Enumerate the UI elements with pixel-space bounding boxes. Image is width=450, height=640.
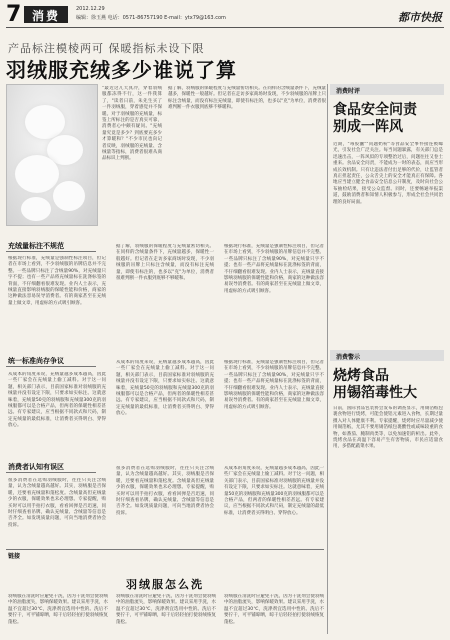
- page-number: 7: [6, 2, 22, 27]
- subhead-1: 充绒量标注不规范: [8, 242, 64, 250]
- subhead-rule: [6, 472, 96, 473]
- right-headline-1: 食品安全问责 别成一阵风: [333, 102, 417, 135]
- subhead-rule: [6, 366, 96, 367]
- link-col-3: 羽绒服在清洗时应避免干洗，因为干洗剂会使羽绒中的油脂流失，影响保暖效果。建议采用手洗，水温不宜超过30℃，洗涤剂宜选用中性的。洗后不要拧干，可平铺晾晒，晾干后轻轻拍打使羽绒恢复蓬松。: [224, 594, 324, 625]
- section-2-col-3: 根据现行标准，充绒量是强制性标注项目，但记者在市场上看到，不少羽绒服的吊牌信息并不完整。一些品牌只标注了含绒量90%，对充绒量只字不提；也有一些产品将充绒量标在洗涤标签的背面，不仔细翻看很难发现。业内人士表示，充绒量直接影响羽绒服的保暖性能和价格，商家的这种做法容易误导消费者。有的商家甚至在充绒量上做文章，用虚标的方式吸引顾客。: [224, 360, 324, 410]
- page-header: [6, 4, 444, 26]
- section-2-col-2: 从成本的角度来说，充绒量越多成本越高，因此一些厂家会在充绒量上偷工减料。对于这一问题，相关部门表示，目前国家标准对羽绒服的充绒量并没有设定下限，只要求如实标注。这就意味着，充绒量50克的羽绒服和充绒量300克的羽绒服都可以是合格产品，但两者的保暖性相差甚远。有专家建议，应当根据不同款式和尺码，制定充绒量的最低标准，让消费者买得明白、穿得放心。: [116, 360, 214, 417]
- down-feather-photo: [6, 84, 98, 226]
- section-3-col-2: 很多消费者在选购羽绒服时，往往只关注含绒量，认为含绒量越高越好。其实，羽绒服是否保暖，还要看充绒量和蓬松度。含绒量高但充绒量少的衣服，保暖效果也未必理想。专家提醒，购买时可以用手拍打衣服，看看回弹是否迅速，同时仔细查看吊牌，确认充绒量、含绒量等信息是否齐全。如发现质量问题，可向当地消费者协会投诉。: [116, 466, 214, 516]
- subhead-2: 统一标准尚存争议: [8, 357, 64, 365]
- subhead-rule: [6, 251, 96, 252]
- headline: 羽绒服充绒多少谁说了算: [6, 58, 237, 82]
- link-rule: [6, 549, 324, 550]
- column-divider: [327, 84, 328, 634]
- header-date: 2012.12.29: [76, 6, 105, 12]
- section-3-col-3: 从成本的角度来说，充绒量越多成本越高，因此一些厂家会在充绒量上偷工减料。对于这一问题，相关部门表示，目前国家标准对羽绒服的充绒量并没有设定下限，只要求如实标注。这就意味着，充绒量50克的羽绒服和充绒量300克的羽绒服都可以是合格产品，但两者的保暖性相差甚远。有专家建议，应当根据不同款式和尺码，制定充绒量的最低标准，让消费者买得明白、穿得放心。: [224, 466, 324, 516]
- section-2-col-1: 从成本的角度来说，充绒量越多成本越高，因此一些厂家会在充绒量上偷工减料。对于这一问题，相关部门表示，目前国家标准对羽绒服的充绒量并没有设定下限，只要求如实标注。这就意味着，充绒量50克的羽绒服和充绒量300克的羽绒服都可以是合格产品，但两者的保暖性相差甚远。有专家建议，应当根据不同款式和尺码，制定充绒量的最低标准，让消费者买得明白、穿得放心。: [8, 372, 106, 429]
- link-col-1: 羽绒服在清洗时应避免干洗，因为干洗剂会使羽绒中的油脂流失，影响保暖效果。建议采用手洗，水温不宜超过30℃，洗涤剂宜选用中性的。洗后不要拧干，可平铺晾晒，晾干后轻轻拍打使羽绒恢复蓬松。: [8, 594, 108, 625]
- link-col-2: 羽绒服在清洗时应避免干洗，因为干洗剂会使羽绒中的油脂流失，影响保暖效果。建议采用手洗，水温不宜超过30℃，洗涤剂宜选用中性的。洗后不要拧干，可平铺晾晒，晾干后轻轻拍打使羽绒恢复蓬松。: [116, 594, 216, 625]
- right-bar-2-label: 消费警示: [336, 354, 361, 361]
- subhead-3: 消费者认知有误区: [8, 463, 64, 471]
- lead-paragraph: "最近这几天真冷，穿着羽绒服都冻得不行，这一件我算了，"读者日前，朱先生买了一件羽绒服，穿着感觉并不保暖。对于羽绒服的充绒量，标签上所标注的是否真实可靠，消费者心中颇有疑问。"充绒量究竟是多少？到底要充多少才算暖和？"不少市民也向记者反映，羽绒服的充绒量、含绒量等指标，消费者很难从商品标识上判断。: [102, 86, 162, 162]
- masthead: 都市快报: [398, 11, 442, 24]
- header-rule: [6, 27, 444, 28]
- section-3-col-1: 很多消费者在选购羽绒服时，往往只关注含绒量，认为含绒量越高越好。其实，羽绒服是否保暖，还要看充绒量和蓬松度。含绒量高但充绒量少的衣服，保暖效果也未必理想。专家提醒，购买时可以用手拍打衣服，看看回弹是否迅速，同时仔细查看吊牌，确认充绒量、含绒量等信息是否齐全。如发现质量问题，可向当地消费者协会投诉。: [8, 478, 106, 528]
- section-1-col-1: 根据现行标准，充绒量是强制性标注项目，但记者在市场上看到，不少羽绒服的吊牌信息并不完整。一些品牌只标注了含绒量90%，对充绒量只字不提；也有一些产品将充绒量标在洗涤标签的背面，不仔细翻看很难发现。业内人士表示，充绒量直接影响羽绒服的保暖性能和价格，商家的这种做法容易误导消费者。有的商家甚至在充绒量上做文章，用虚标的方式吸引顾客。: [8, 256, 106, 306]
- section-1-col-3: 根据现行标准，充绒量是强制性标注项目，但记者在市场上看到，不少羽绒服的吊牌信息并不完整。一些品牌只标注了含绒量90%，对充绒量只字不提；也有一些产品将充绒量标在洗涤标签的背面，不仔细翻看很难发现。业内人士表示，充绒量直接影响羽绒服的保暖性能和价格，商家的这种做法容易误导消费者。有的商家甚至在充绒量上做文章，用虚标的方式吸引顾客。: [224, 244, 324, 294]
- right-headline-2: 烧烤食品 用锡箔毒性大: [333, 368, 417, 401]
- section-1-col-2: 据了解，羽绒服的保暖程度与充绒量密切相关。在同样的含绒量条件下，充绒量越多，保暖性一般越好。但记者在走访多家商场时发现，不少羽绒服的吊牌上只标注含绒量，而没有标注充绒量，即使有标注的，也多以"克"为单位，消费者很难判断一件衣服到底够不够暖和。: [116, 244, 214, 282]
- kicker: 产品标注模棱两可 保暖指标未设下限: [8, 42, 205, 55]
- link-title: 羽绒服怎么洗: [126, 578, 204, 591]
- body-intro: 据了解，羽绒服的保暖程度与充绒量密切相关。在同样的含绒量条件下，充绒量越多，保暖性一般越好。但记者在走访多家商场时发现，不少羽绒服的吊牌上只标注含绒量，而没有标注充绒量，即使有标注的，也多以"克"为单位，消费者很难判断一件衣服到底够不够暖和。: [168, 86, 326, 111]
- link-label: 链接: [8, 553, 21, 560]
- section-name: 消费: [32, 9, 61, 23]
- right-body-1: 近期，"毒胶囊""问题奶粉"等食品安全事件接连被曝光，引发社会广泛关注。每当问题暴露，有关部门总是迅速出击，一阵风似的专项整治过后，问题往往又卷土重来。食品安全问责，不能成为一时的表态，而应当形成长效机制。只有让违法者付出足够的代价，让监管者真正担起责任，公众舌尖上的安全才能真正有保障。各地应当建立健全食品安全信息公开制度，及时向社会公布抽检结果，接受公众监督。同时，还要畅通举报渠道，鼓励消费者和知情人积极参与，形成全社会共同治理的良好局面。: [333, 142, 443, 205]
- right-body-2: 日前，国际食品包装协会发布的调查显示，用锡箔纸包裹食物进行烧烤，可能会使铝元素进入食物，长期过量摄入对人体健康不利。专家提醒，烧烤时应尽量减少使用锡箔纸，尤其不要用锡箔纸包裹酸性或咸味较重的食物，如番茄、腌制肉类等，以免加速铝的析出。此外，烧烤食品在高温下容易产生有害物质，市民应适量食用，多搭配蔬菜水果。: [333, 406, 443, 450]
- header-contact: 编辑：徐玉燕 电话：0571-86757190 E-mail：ytx79@163.com: [76, 15, 226, 21]
- right-bar-1-label: 消费时评: [336, 88, 361, 95]
